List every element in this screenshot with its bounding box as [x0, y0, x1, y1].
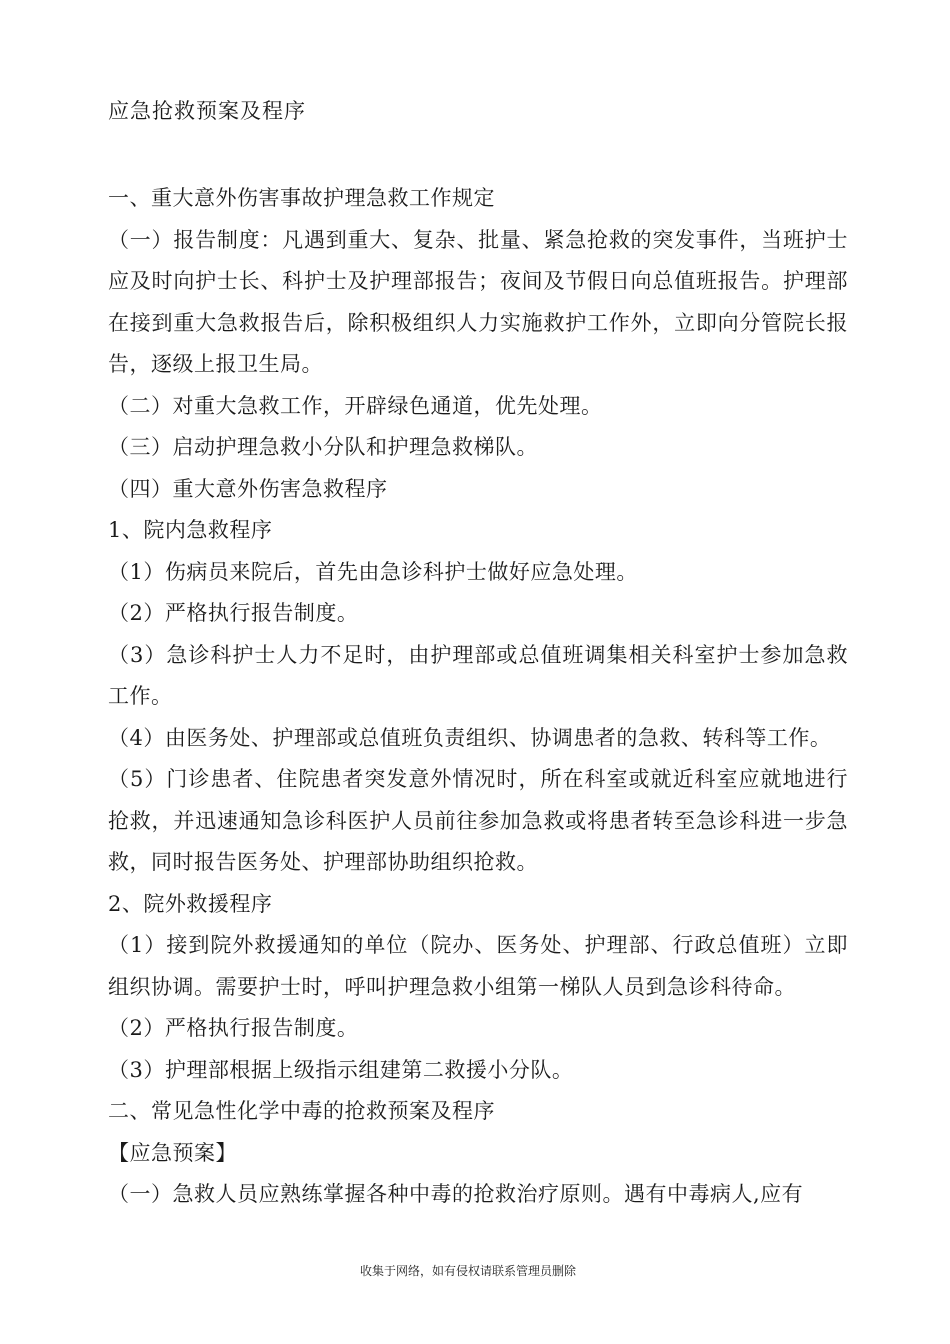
list-item: （2）严格执行报告制度。: [108, 601, 359, 625]
heading-emergency-plan: 【应急预案】: [108, 1140, 237, 1165]
list-item: （2）严格执行报告制度。: [108, 1016, 359, 1040]
paragraph-emergency-team: （三）启动护理急救小分队和护理急救梯队。: [108, 435, 538, 459]
list-item: （3）急诊科护士人力不足时，由护理部或总值班调集相关科室护士参加急救工作。: [108, 642, 848, 708]
paragraph-first-aid-principles: （一）急救人员应熟练掌握各种中毒的抢救治疗原则。遇有中毒病人,应有: [108, 1182, 804, 1206]
list-item: （4）由医务处、护理部或总值班负责组织、协调患者的急救、转科等工作。: [108, 725, 832, 750]
heading-section-2: 二、常见急性化学中毒的抢救预案及程序: [108, 1099, 495, 1123]
paragraph-report-system: （一）报告制度：凡遇到重大、复杂、批量、紧急抢救的突发事件，当班护士应及时向护士长、科护士及护理部报告；夜间及节假日向总值班报告。护理部在接到重大急救报告后，除积极组织人力实施救护工作外，立即向分管院长报告，逐级上报卫生局。: [108, 227, 848, 376]
list-item: （3）护理部根据上级指示组建第二救援小分队。: [108, 1057, 574, 1082]
paragraph-procedure-heading: （四）重大意外伤害急救程序: [108, 476, 388, 501]
heading-section-1: 一、重大意外伤害事故护理急救工作规定: [108, 186, 495, 210]
document-title: 应急抢救预案及程序: [108, 99, 306, 123]
list-item: （5）门诊患者、住院患者突发意外情况时，所在科室或就近科室应就地进行抢救，并迅速通知急诊科医护人员前往参加急救或将患者转至急诊科进一步急救，同时报告医务处、护理部协助组织抢救。: [108, 767, 848, 874]
list-item: （1）伤病员来院后，首先由急诊科护士做好应急处理。: [108, 559, 638, 584]
footer-note: 收集于网络，如有侵权请联系管理员删除: [360, 1264, 577, 1278]
heading-in-hospital: 1、院内急救程序: [108, 518, 273, 542]
document-body: [108, 178, 848, 1216]
paragraph-green-channel: （二）对重大急救工作，开辟绿色通道，优先处理。: [108, 393, 603, 418]
list-item: （1）接到院外救援通知的单位（院办、医务处、护理部、行政总值班）立即组织协调。需要护士时，呼叫护理急救小组第一梯队人员到急诊科待命。: [108, 933, 848, 999]
heading-out-hospital: 2、院外救援程序: [108, 891, 273, 916]
